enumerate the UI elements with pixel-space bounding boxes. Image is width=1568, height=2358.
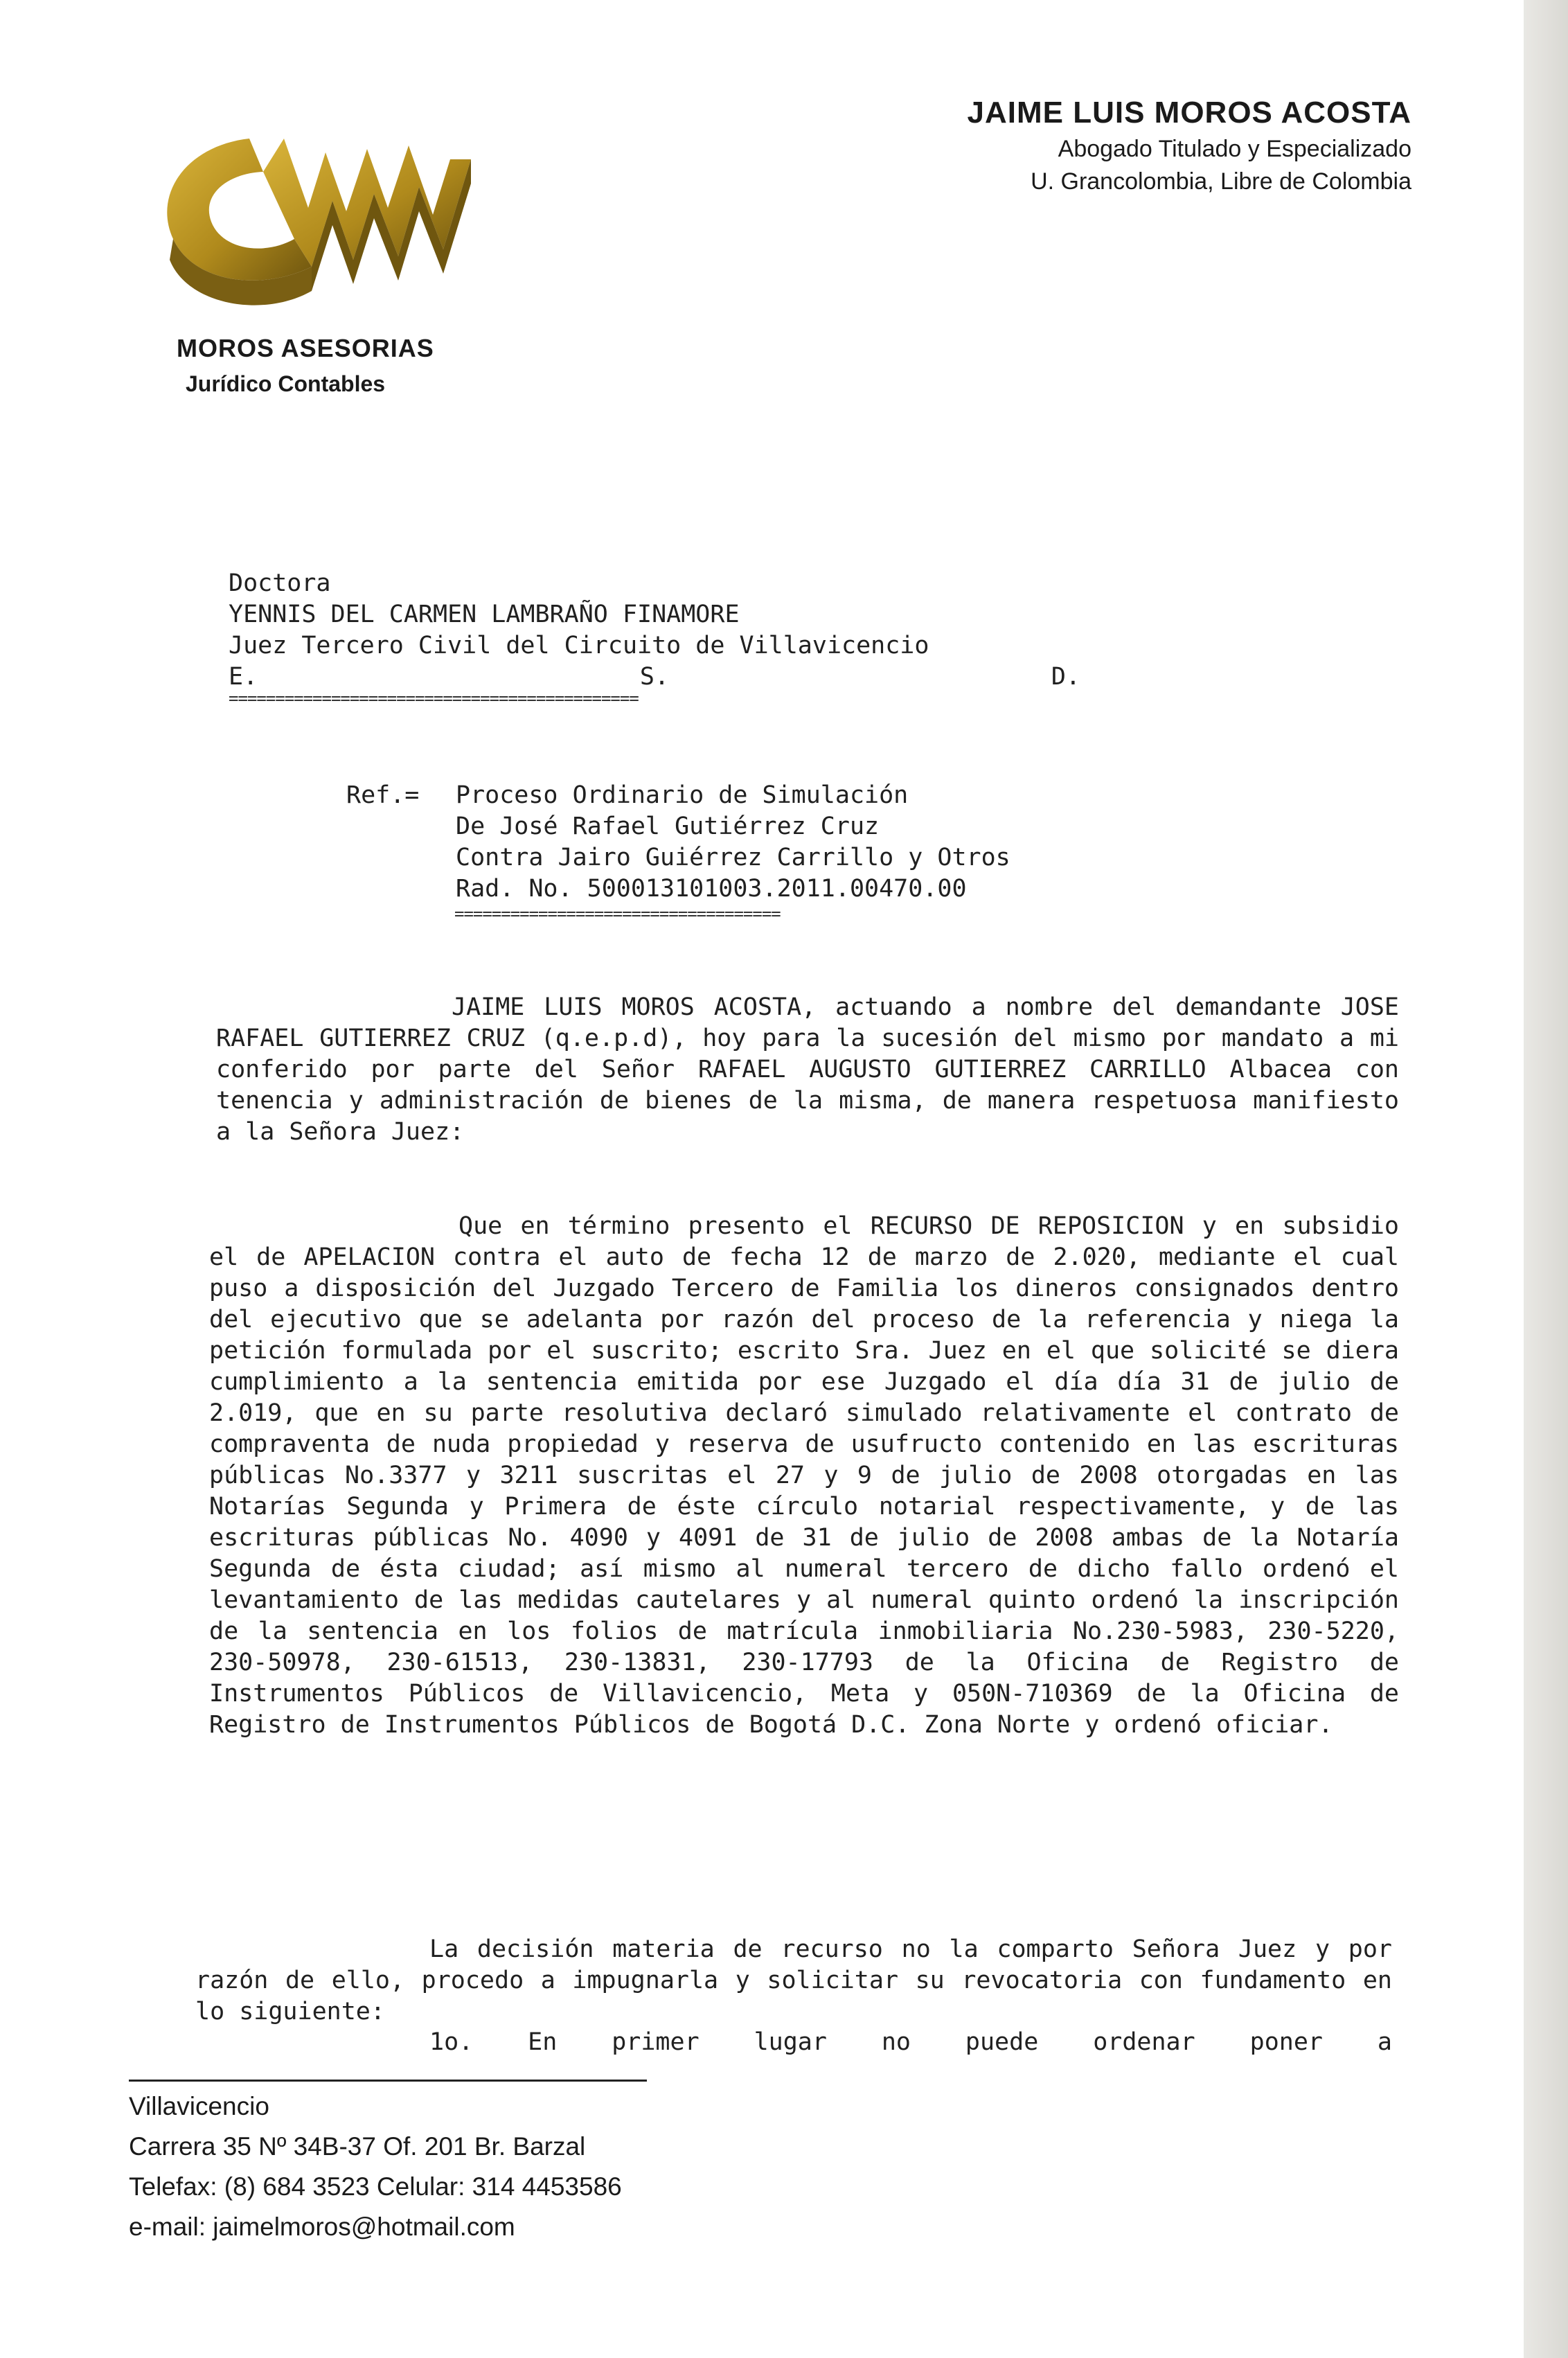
letterhead [954, 96, 1411, 195]
paragraph-recurso: Que en término presento el RECURSO DE REPOSICION y en subsidio el de APELACION contra el auto de fecha 12 de marzo de 2.020, mediante el cual puso a disposición del Juzgado Tercero de Familia los dineros consignados dentro del ejecutivo que se adelanta por razón del proceso de la referencia y niega la petición formulada por el suscrito; escrito Sra. Juez en el que solicité se diera cumplimiento a la sentencia emitida por ese Juzgado el día día 31 de julio de 2.019, que en su parte resolutiva declaró simulado relativamente el contrato de compraventa de nuda propiedad y reserva de usufructo contenido en las escrituras públicas No.3377 y 3211 suscritas el 27 y 9 de julio de 2008 otorgadas en las Notarías Segunda y Primera de éste círculo notarial respectivamente, y de las escrituras públicas No. 4090 y 4091 de 31 de julio de 2008 ambas de la Notaría Segunda de ésta ciudad; así mismo al numeral tercero de dicho fallo ordenó el levantamiento de las medidas cautelares y al numeral quinto ordenó la inscripción de la sentencia en los folios de matrícula inmobiliaria No.230-5983, 230-5220, 230-50978, 230-61513, 230-13831, 230-17793 de la Oficina de Registro de Instrumentos Públicos de Villavicencio, Meta y 050N-710369 de la Oficina de Registro de Instrumentos Públicos de Bogotá D.C. Zona Norte y ordenó oficiar. [209, 1212, 1399, 1739]
footer-city: Villavicencio [129, 2092, 269, 2120]
esd-d: D. [1051, 663, 1080, 691]
addressee-block [229, 568, 1101, 693]
paragraph-intro: JAIME LUIS MOROS ACOSTA, actuando a nombre del demandante JOSE RAFAEL GUTIERREZ CRUZ (q.e.p.d), hoy para la sucesión del mismo por mandato a mi conferido por parte del Señor RAFAEL AUGUSTO GUTIERREZ CARRILLO Albacea con tenencia y administración de bienes de la misma, de manera respetuosa manifiesto a la Señora Juez: [216, 993, 1399, 1146]
page-edge-shadow [1524, 0, 1568, 2358]
footer-address: Carrera 35 Nº 34B-37 Of. 201 Br. Barzal [129, 2132, 586, 2161]
footer-divider [129, 2080, 647, 2082]
salutation: Doctora [229, 569, 331, 597]
esd-e: E. [229, 663, 258, 691]
footer-phones: Telefax: (8) 684 3523 Celular: 314 4453586 [129, 2172, 622, 2201]
brand-subtitle: Jurídico Contables [186, 371, 386, 396]
esd-s: S. [639, 663, 670, 691]
paragraph-point-1: 1o. En primer lugar no puede ordenar poner a [429, 2028, 1392, 2056]
reference-block [346, 780, 1010, 905]
paragraph-decision: La decisión materia de recurso no la comparto Señora Juez y por razón de ello, procedo a impugnarla y solicitar su revocatoria con fundamento en lo siguiente: [195, 1935, 1392, 2025]
addressee-rule: ============================================ [229, 689, 639, 708]
lawyer-name: JAIME LUIS MOROS ACOSTA [967, 96, 1411, 130]
moros-logo-icon [145, 118, 506, 326]
reference-line-1: Proceso Ordinario de Simulación [456, 781, 909, 809]
reference-line-4: Rad. No. 500013101003.2011.00470.00 [456, 875, 967, 903]
reference-line-2: De José Rafael Gutiérrez Cruz [456, 813, 880, 840]
addressee-name: YENNIS DEL CARMEN LAMBRAÑO FINAMORE [229, 601, 740, 628]
footer-email: e-mail: jaimelmoros@hotmail.com [129, 2213, 515, 2241]
reference-rule: =================================== [454, 904, 781, 923]
lawyer-universities: U. Grancolombia, Libre de Colombia [1031, 168, 1411, 195]
reference-line-3: Contra Jairo Guiérrez Carrillo y Otros [456, 844, 1010, 871]
brand-name: MOROS ASESORIAS [177, 334, 434, 362]
footer-contact [129, 2086, 622, 2247]
lawyer-title: Abogado Titulado y Especializado [1058, 136, 1411, 162]
reference-label: Ref.= [346, 781, 420, 809]
addressee-position: Juez Tercero Civil del Circuito de Villavicencio [229, 632, 929, 659]
